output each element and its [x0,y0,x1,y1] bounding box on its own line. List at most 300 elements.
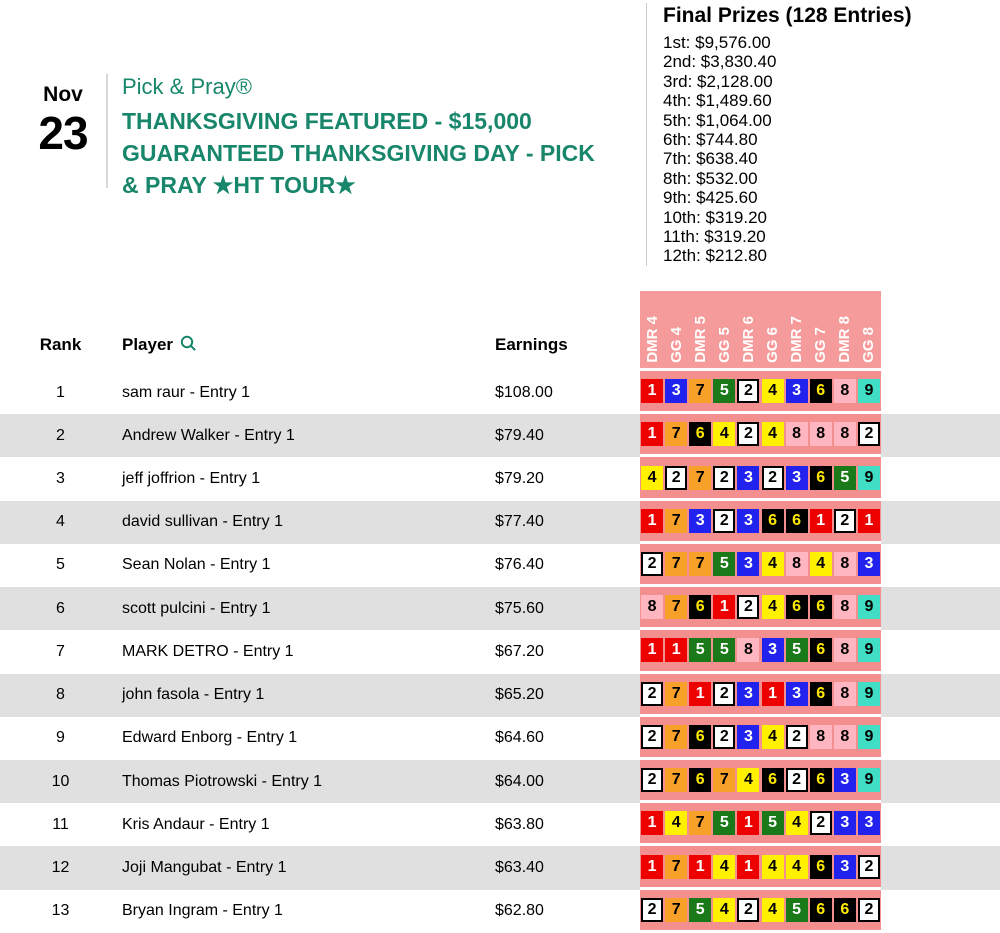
pick-column [833,638,857,662]
pick-chip: 7 [665,422,687,446]
pick-chip: 6 [810,466,832,490]
prize-item: 2nd: $3,830.40 [663,52,777,72]
event-title-line: GUARANTEED THANKSGIVING DAY - PICK [122,140,595,166]
pick-chip: 6 [810,595,832,619]
pick-column [712,898,736,922]
pick-chip: 1 [665,638,687,662]
pick-column [640,855,664,879]
pick-column [760,638,784,662]
search-icon[interactable] [180,335,197,352]
event-title-block [122,74,682,201]
player-cell: Edward Enborg - Entry 1 [122,729,298,747]
race-column-header [664,291,688,368]
pick-chip: 8 [786,552,808,576]
earnings-cell: $67.20 [495,642,544,660]
leaderboard-rows [0,371,1000,933]
pick-column [664,855,688,879]
pick-column [712,811,736,835]
picks-cell [640,760,881,803]
leaderboard-row [0,371,1000,414]
pick-chip: 1 [641,379,663,403]
pick-column [640,379,664,403]
pick-chip: 7 [665,552,687,576]
pick-chip: 2 [713,509,735,533]
event-title [122,105,682,201]
pick-column [736,552,760,576]
pick-chip: 6 [689,725,711,749]
pick-column [833,552,857,576]
pick-column [833,682,857,706]
pick-chip: 6 [810,855,832,879]
pick-column [760,811,784,835]
pick-column [712,509,736,533]
prize-item: 8th: $532.00 [663,168,758,188]
prize-item: 5th: $1,064.00 [663,110,772,130]
pick-column [640,725,664,749]
pick-chip: 6 [762,509,784,533]
event-date [30,82,96,158]
pick-chip: 2 [786,768,808,792]
pick-column [809,855,833,879]
earnings-cell: $76.40 [495,556,544,574]
player-cell: Sean Nolan - Entry 1 [122,556,271,574]
earnings-cell: $62.80 [495,902,544,920]
pick-chip: 9 [858,595,880,619]
pick-column [833,422,857,446]
pick-column [833,595,857,619]
race-column-header [833,291,857,368]
rank-cell: 5 [56,556,65,574]
rank-cell: 4 [56,513,65,531]
pick-column [833,466,857,490]
event-title-line: THANKSGIVING FEATURED - $15,000 [122,108,532,134]
pick-column [785,725,809,749]
player-cell: Thomas Piotrowski - Entry 1 [122,772,323,790]
pick-chip: 1 [737,811,759,835]
pick-column [809,768,833,792]
pick-column [664,379,688,403]
pick-column [760,595,784,619]
pick-column [688,552,712,576]
pick-chip: 6 [786,509,808,533]
pick-chip: 1 [858,509,880,533]
leaderboard-row [0,890,1000,933]
pick-chip: 7 [665,725,687,749]
pick-chip: 2 [858,898,880,922]
race-column-header [640,291,664,368]
leaderboard-row [0,803,1000,846]
earnings-cell: $75.60 [495,599,544,617]
pick-chip: 3 [689,509,711,533]
pick-chip: 9 [858,379,880,403]
pick-column [760,855,784,879]
prize-item: 7th: $638.40 [663,149,758,169]
rank-column-header: Rank [39,335,82,354]
pick-chip: 1 [713,595,735,619]
pick-column [664,682,688,706]
pick-column [833,509,857,533]
pick-chip: 2 [834,509,856,533]
earnings-cell: $64.60 [495,729,544,747]
pick-column [664,466,688,490]
pick-chip: 2 [810,811,832,835]
pick-chip: 2 [641,768,663,792]
final-prizes-panel [646,3,996,266]
pick-chip: 1 [641,422,663,446]
pick-chip: 4 [713,855,735,879]
pick-chip: 3 [737,466,759,490]
pick-column [809,422,833,446]
pick-chip: 8 [810,725,832,749]
pick-chip: 8 [834,422,856,446]
pick-column [736,509,760,533]
pick-chip: 8 [834,552,856,576]
pick-chip: 2 [737,595,759,619]
picks-cell [640,457,881,500]
pick-column [664,552,688,576]
pick-chip: 5 [713,638,735,662]
earnings-cell: $64.00 [495,772,544,790]
race-column-header [785,291,809,368]
pick-chip: 1 [641,855,663,879]
pick-column [785,898,809,922]
earnings-cell: $63.40 [495,859,544,877]
picks-cell [640,846,881,889]
picks-cell [640,890,881,933]
pick-chip: 5 [713,552,735,576]
pick-column [857,509,881,533]
pick-chip: 7 [689,552,711,576]
event-date-day: 23 [38,107,88,159]
pick-column [833,379,857,403]
pick-column [760,509,784,533]
pick-chip: 8 [834,682,856,706]
pick-chip: 2 [641,898,663,922]
pick-column [785,638,809,662]
pick-column [857,855,881,879]
pick-chip: 4 [762,725,784,749]
prize-item: 11th: $319.20 [663,227,766,247]
pick-chip: 2 [786,725,808,749]
pick-column [857,811,881,835]
pick-chip: 4 [762,379,784,403]
pick-chip: 2 [641,682,663,706]
pick-chip: 8 [810,422,832,446]
pick-column [688,379,712,403]
pick-chip: 9 [858,725,880,749]
rank-cell: 7 [56,642,65,660]
pick-column [736,898,760,922]
pick-chip: 7 [713,768,735,792]
pick-column [712,725,736,749]
pick-chip: 4 [641,466,663,490]
pick-column [688,509,712,533]
pick-column [857,725,881,749]
pick-chip: 4 [762,898,784,922]
pick-column [760,898,784,922]
leaderboard-row [0,501,1000,544]
picks-cell [640,544,881,587]
pick-column [809,725,833,749]
pick-chip: 8 [834,638,856,662]
pick-column [688,855,712,879]
race-column-header [688,291,712,368]
prize-item: 6th: $744.80 [663,130,758,150]
picks-cell [640,803,881,846]
leaderboard-row [0,457,1000,500]
pick-chip: 6 [689,768,711,792]
pick-column [664,509,688,533]
pick-column [712,638,736,662]
pick-column [833,725,857,749]
pick-chip: 6 [689,595,711,619]
earnings-cell: $108.00 [495,383,553,401]
pick-column [712,768,736,792]
race-column-header [712,291,736,368]
race-column-header [809,291,833,368]
pick-column [736,811,760,835]
pick-chip: 4 [762,422,784,446]
pick-column [664,811,688,835]
pick-chip: 7 [689,466,711,490]
pick-column [688,682,712,706]
leaderboard-row [0,630,1000,673]
pick-chip: 5 [786,638,808,662]
pick-chip: 2 [713,466,735,490]
pick-chip: 8 [834,379,856,403]
player-cell: david sullivan - Entry 1 [122,513,283,531]
pick-chip: 7 [689,811,711,835]
prize-list [663,33,996,266]
pick-column [785,682,809,706]
pick-column [640,509,664,533]
pick-column [785,855,809,879]
picks-cell [640,674,881,717]
final-prizes-title: Final Prizes (128 Entries) [663,4,912,27]
race-column-label: DMR 6 [739,316,757,363]
prize-item: 3rd: $2,128.00 [663,71,773,91]
date-divider [106,74,108,188]
pick-chip: 5 [689,898,711,922]
pick-chip: 7 [665,682,687,706]
pick-column [664,768,688,792]
pick-chip: 3 [737,552,759,576]
pick-column [785,466,809,490]
pick-chip: 7 [689,379,711,403]
earnings-cell: $79.40 [495,426,544,444]
rank-cell: 9 [56,729,65,747]
leaderboard-row [0,674,1000,717]
player-cell: MARK DETRO - Entry 1 [122,642,294,660]
pick-chip: 3 [762,638,784,662]
picks-cell [640,414,881,457]
pick-column [736,855,760,879]
player-cell: Kris Andaur - Entry 1 [122,815,270,833]
pick-chip: 1 [641,811,663,835]
rank-cell: 2 [56,426,65,444]
pick-chip: 7 [665,855,687,879]
pick-column [857,898,881,922]
rank-cell: 1 [56,383,65,401]
pick-column [712,855,736,879]
pick-chip: 4 [786,855,808,879]
player-cell: sam raur - Entry 1 [122,383,251,401]
pick-chip: 1 [737,855,759,879]
rank-cell: 12 [51,859,70,877]
earnings-cell: $63.80 [495,815,544,833]
pick-chip: 1 [641,638,663,662]
pick-column [785,379,809,403]
player-cell: john fasola - Entry 1 [122,686,265,704]
pick-chip: 6 [810,682,832,706]
pick-column [712,422,736,446]
pick-chip: 1 [641,509,663,533]
pick-column [688,768,712,792]
pick-chip: 6 [810,768,832,792]
race-column-header [736,291,760,368]
pick-column [688,595,712,619]
pick-chip: 1 [689,855,711,879]
pick-column [736,595,760,619]
pick-column [809,379,833,403]
pick-chip: 3 [834,855,856,879]
prize-item: 10th: $319.20 [663,207,767,227]
pick-column [736,638,760,662]
pick-chip: 6 [762,768,784,792]
pick-column [809,595,833,619]
rank-cell: 6 [56,599,65,617]
picks-cell [640,371,881,414]
pick-chip: 7 [665,768,687,792]
pick-column [809,898,833,922]
pick-column [640,811,664,835]
pick-chip: 6 [810,638,832,662]
pick-column [809,682,833,706]
pick-column [640,768,664,792]
pick-chip: 5 [762,811,784,835]
pick-column [857,768,881,792]
pick-column [736,379,760,403]
pick-column [785,811,809,835]
pick-column [785,509,809,533]
leaderboard-row [0,414,1000,457]
pick-column [785,422,809,446]
pick-column [640,898,664,922]
pick-column [857,422,881,446]
race-column-label: DMR 4 [643,316,661,363]
picks-cell [640,587,881,630]
pick-chip: 8 [641,595,663,619]
pick-chip: 3 [665,379,687,403]
rank-cell: 11 [52,815,69,833]
pick-chip: 3 [737,682,759,706]
pick-chip: 8 [834,595,856,619]
pick-chip: 8 [737,638,759,662]
series-name: Pick & Pray® [122,74,252,99]
pick-column [809,811,833,835]
pick-chip: 4 [786,811,808,835]
pick-column [833,898,857,922]
pick-chip: 4 [713,422,735,446]
pick-chip: 9 [858,768,880,792]
pick-column [640,638,664,662]
pick-chip: 4 [762,855,784,879]
pick-column [712,552,736,576]
race-column-label: GG 4 [667,327,685,363]
pick-chip: 4 [810,552,832,576]
pick-chip: 2 [713,725,735,749]
pick-chip: 6 [810,379,832,403]
pick-column [833,811,857,835]
pick-column [809,466,833,490]
pick-column [640,682,664,706]
pick-chip: 2 [737,379,759,403]
pick-column [664,422,688,446]
pick-column [760,466,784,490]
pick-chip: 2 [858,855,880,879]
pick-chip: 4 [665,811,687,835]
earnings-cell: $65.20 [495,686,544,704]
pick-column [857,595,881,619]
pick-chip: 2 [737,422,759,446]
race-column-label: DMR 5 [691,316,709,363]
leaderboard-row [0,846,1000,889]
pick-column [640,595,664,619]
pick-column [712,682,736,706]
pick-column [712,379,736,403]
pick-chip: 9 [858,682,880,706]
pick-column [760,422,784,446]
pick-column [736,768,760,792]
leaderboard-row [0,587,1000,630]
rank-cell: 3 [56,470,65,488]
pick-column [664,638,688,662]
pick-chip: 7 [665,509,687,533]
pick-chip: 6 [834,898,856,922]
pick-column [688,811,712,835]
leaderboard-row [0,544,1000,587]
pick-column [809,509,833,533]
pick-column [857,552,881,576]
event-date-month: Nov [43,83,83,106]
pick-chip: 8 [786,422,808,446]
pick-chip: 3 [786,379,808,403]
earnings-cell: $77.40 [495,513,544,531]
pick-chip: 5 [689,638,711,662]
race-column-label: DMR 7 [788,316,806,363]
pick-chip: 4 [762,595,784,619]
pick-chip: 6 [786,595,808,619]
player-column-header [122,335,197,355]
pick-column [664,725,688,749]
race-column-label: GG 5 [715,327,733,363]
pick-column [833,855,857,879]
pick-chip: 3 [858,552,880,576]
pick-chip: 2 [665,466,687,490]
rank-cell: 8 [56,686,65,704]
prize-item: 12th: $212.80 [663,246,767,266]
leaderboard-row [0,717,1000,760]
pick-chip: 3 [858,811,880,835]
pick-column [809,552,833,576]
race-column-label: GG 7 [812,327,830,363]
pick-column [857,638,881,662]
pick-chip: 3 [786,682,808,706]
pick-column [640,422,664,446]
pick-chip: 1 [762,682,784,706]
pick-column [640,466,664,490]
pick-chip: 2 [641,552,663,576]
